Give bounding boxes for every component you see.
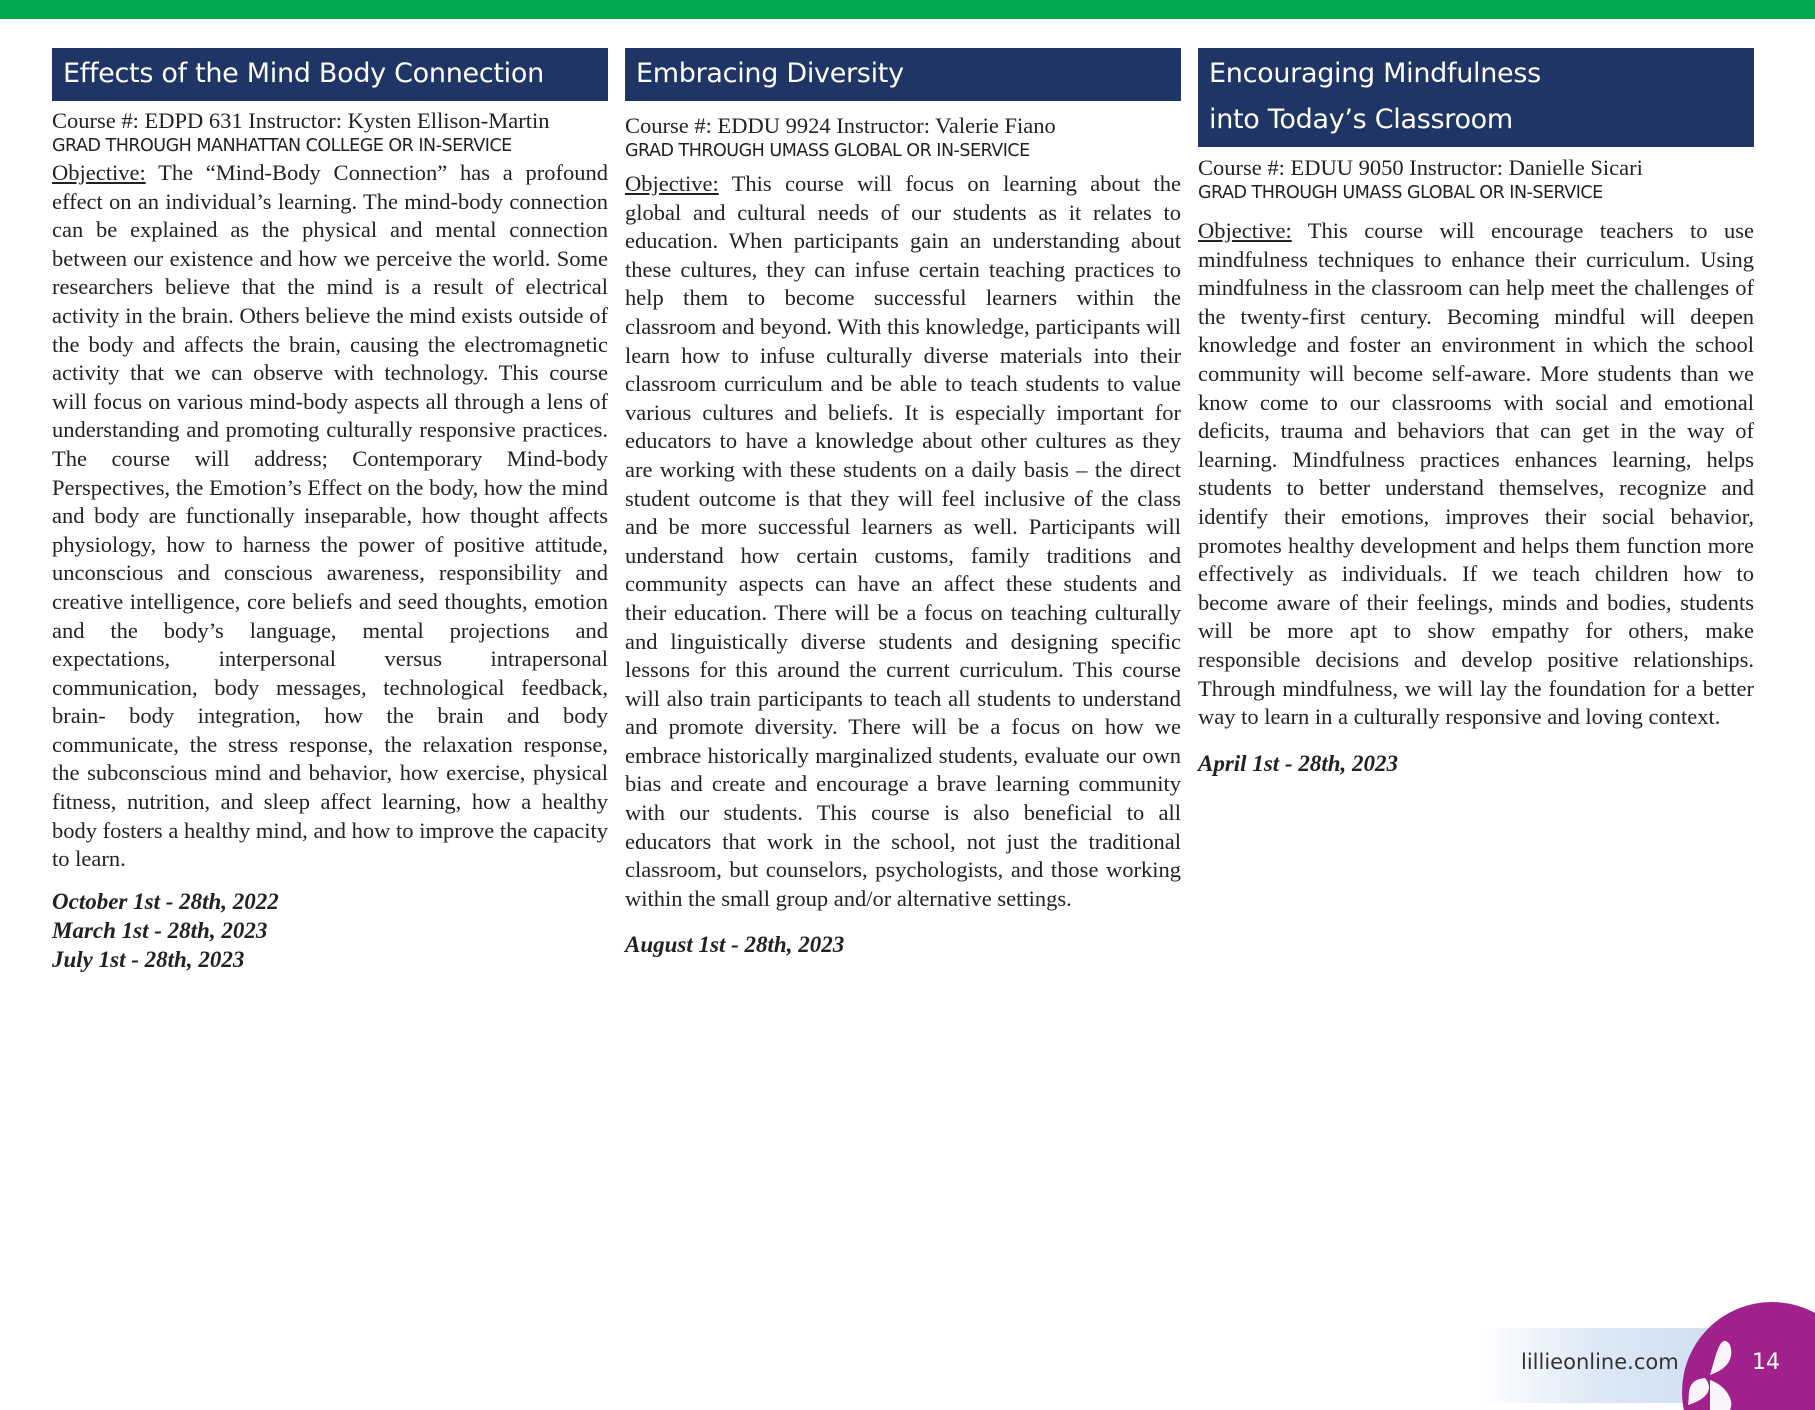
course-objective [625,170,1181,913]
course-column-mindfulness [1198,48,1754,778]
session-date: March 1st - 28th, 2023 [52,917,268,943]
course-title-line: into Today’s Classroom [1209,104,1513,135]
website-link[interactable]: lillieonline.com [1521,1350,1679,1374]
objective-text: The “Mind-Body Connection” has a profound effect on an individual’s learning. The mind-body connection can be explained as the physical and mental connection between our existence and how we perceive the world. Some researchers believe that the mind is a result of electrical activity in the brain. Others believe the mind exists outside of the body and affects the brain, causing the electromagnetic activity that we can observe with technology. This course will focus on various mind-body aspects all through a lens of understanding and promoting culturally responsive practices. The course will address; Contemporary Mind-body Perspectives, the Emotion’s Effect on the body, how the mind and body are functionally inseparable, how thought affects physiology, how to harness the power of positive attitude, unconscious and conscious awareness, responsibility and creative intelligence, core beliefs and seed thoughts, emotion and the body’s language, mental projections and expectations, interpersonal versus intrapersonal communication, body messages, technological feedback, brain- body integration, how the brain and body communicate, the stress response, the relaxation response, the subconscious mind and behavior, how exercise, physical fitness, nutrition, and sleep affect learning, how a healthy body fosters a healthy mind, and how to improve the capacity to learn. [52,160,608,872]
course-meta: Course #: EDPD 631 Instructor: Kysten Ellison-Martin [52,108,550,133]
course-title-header [625,48,1181,101]
objective-label: Objective: [1198,218,1292,243]
objective-label: Objective: [625,171,719,196]
grad-credit-note: GRAD THROUGH MANHATTAN COLLEGE OR IN-SERVICE [52,136,512,156]
session-date: April 1st - 28th, 2023 [1198,750,1399,776]
page-number: 14 [1752,1350,1780,1375]
course-title-header [52,48,608,101]
lily-flower-icon [1680,1300,1815,1410]
course-meta: Course #: EDUU 9050 Instructor: Danielle Sicari [1198,155,1643,180]
grad-credit-note: GRAD THROUGH UMASS GLOBAL OR IN-SERVICE [625,141,1030,161]
session-date: October 1st - 28th, 2022 [52,888,279,914]
session-date: August 1st - 28th, 2023 [625,932,845,958]
course-column-mind-body [52,48,608,974]
course-objective [52,159,608,874]
course-objective [1198,217,1754,732]
session-date: July 1st - 28th, 2023 [52,946,245,972]
session-dates [625,930,1181,959]
course-title-line: Encouraging Mindfulness [1209,58,1541,89]
course-title-line: Effects of the Mind Body Connection [63,58,544,89]
course-column-diversity [625,48,1181,959]
grad-credit-note: GRAD THROUGH UMASS GLOBAL OR IN-SERVICE [1198,183,1603,203]
session-dates [52,887,608,974]
top-accent-bar [0,0,1815,19]
course-meta: Course #: EDDU 9924 Instructor: Valerie Fiano [625,113,1056,138]
course-title-line: Embracing Diversity [636,58,904,89]
session-dates [1198,749,1754,778]
objective-text: This course will encourage teachers to use mindfulness techniques to enhance their curriculum. Using mindfulness in the classroom can help meet the challenges of the twenty-first century. Becoming mindful will deepen knowledge and foster an environment in which the school community will become self-aware. More students than we know come to our classrooms with social and emotional deficits, trauma and behaviors that can get in the way of learning. Mindfulness practices enhances learning, helps students to better understand themselves, recognize and identify their emotions, improves their social behavior, promotes healthy development and helps them function more effectively as individuals. If we teach children how to become aware of their feelings, minds and bodies, students will be more apt to show empathy for others, make responsible decisions and develop positive relationships. Through mindfulness, we will lay the foundation for a better way to learn in a culturally responsive and loving context. [1198,218,1755,730]
objective-text: This course will focus on learning about the global and cultural needs of our students as it relates to education. When participants gain an understanding about these cultures, they can infuse certain teaching practices to help them to become successful learners within the classroom and beyond. With this knowledge, participants will learn how to infuse culturally diverse materials into their classroom curriculum and be able to teach students to value various cultures and beliefs. It is especially important for educators to have a knowledge about other cultures as they are working with these students on a daily basis – the direct student outcome is that they will feel inclusive of the class and be more successful learners as well. Participants will understand how certain customs, family traditions and community aspects can have an affect these students and their education. There will be a focus on teaching culturally and linguistically diverse students and designing specific lessons for this around the current curriculum. This course will also train participants to teach all students to understand and promote diversity. There will be a focus on how we embrace historically marginalized students, evaluate our own bias and create and encourage a brave learning community with our students. This course is also beneficial to all educators that work in the school, not just the traditional classroom, but counselors, psychologists, and those working within the small group and/or alternative settings. [625,171,1182,911]
objective-label: Objective: [52,160,146,185]
course-title-header [1198,48,1754,147]
